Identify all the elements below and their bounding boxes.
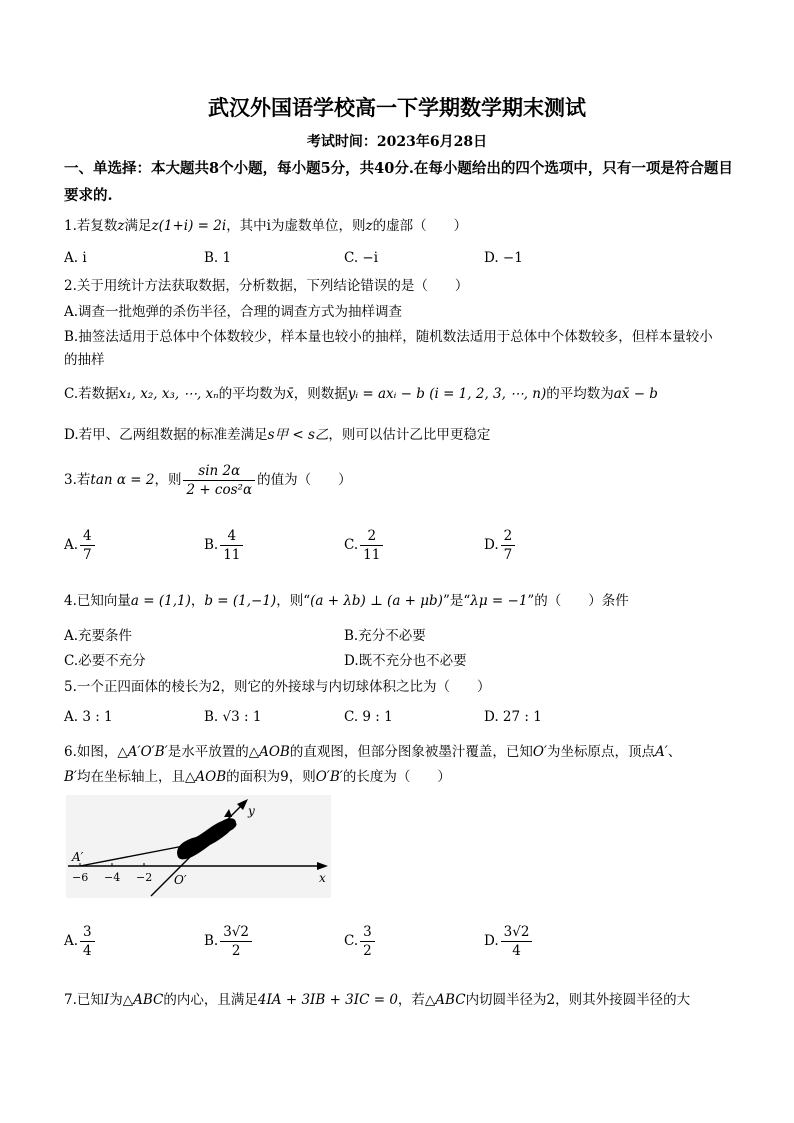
section-heading: 一、单选择：本大题共8个小题，每小题5分，共40分.在每小题给出的四个选项中，只有一项是符合题目要求的. — [64, 160, 733, 204]
tick-label: −6 — [72, 871, 89, 884]
q3-option-a[interactable]: A. $\frac{4}{7}$ — [64, 528, 97, 563]
q6-option-c[interactable]: C. $\frac{3}{2}$ — [344, 924, 377, 959]
q2-option-b-line2: 的抽样 — [64, 352, 105, 368]
q5-option-d[interactable]: D. 27 : 1 — [484, 709, 542, 725]
q2-option-c[interactable]: C.若数据x₁, x₂, x₃, ⋯, xₙ的平均数为x̄，则数据yᵢ = axᵢ − b (i = 1, 2, 3, ⋯, n)的平均数为ax̄ − b — [64, 386, 658, 402]
question-3-stem: 3.若tan α = 2，则 $\frac{\sin 2\alpha}{\text{2 + cos²α}}$ 的值为（ ） — [64, 463, 352, 498]
q4-option-d[interactable]: D.既不充分也不必要 — [344, 653, 467, 669]
point-a-label: A′ — [72, 850, 84, 864]
q2-option-a[interactable]: A.调查一批炮弹的杀伤半径，合理的调查方式为抽样调查 — [64, 304, 403, 320]
question-2-stem: 2.关于用统计方法获取数据，分析数据，下列结论错误的是（ ） — [64, 278, 469, 294]
origin-label: O′ — [174, 873, 187, 887]
q3-option-c[interactable]: C. $\frac{2}{11}$ — [344, 528, 385, 563]
q3-fraction: $\frac{\sin 2\alpha}{\text{2 + cos²α}}$ — [183, 463, 255, 498]
x-axis-arrow-icon — [317, 862, 328, 870]
segment-a-b — [80, 844, 194, 866]
question-6-stem-line2: B′均在坐标轴上，且△AOB的面积为9，则O′B′的长度为（ ） — [64, 769, 451, 785]
q5-option-c[interactable]: C. 9 : 1 — [344, 709, 393, 725]
question-5-stem: 5.一个正四面体的棱长为2，则它的外接球与内切球体积之比为（ ） — [64, 679, 491, 695]
oblique-axes-diagram — [66, 795, 331, 898]
y-axis-label: y — [248, 804, 255, 818]
question-7-stem: 7.已知I为△ABC的内心，且满足4IA + 3IB + 3IC = 0，若△ABC内切圆半径为2，则其外接圆半径的大 — [64, 992, 691, 1008]
q6-option-d[interactable]: D. $\frac{3√2}{4}$ — [484, 924, 534, 959]
q1-option-d[interactable]: D. −1 — [484, 250, 523, 266]
q1-option-b[interactable]: B. 1 — [204, 250, 232, 266]
x-axis-label: x — [319, 871, 326, 885]
q2-option-b-line1[interactable]: B.抽签法适用于总体中个体数较少，样本量也较小的抽样，随机数法适用于总体中个体数较多，但样本量较小 — [64, 329, 713, 345]
q4-option-c[interactable]: C.必要不充分 — [64, 653, 146, 669]
q1-option-c[interactable]: C. −i — [344, 250, 379, 266]
question-6-stem-line1: 6.如图，△A′O′B′是水平放置的△AOB的直观图，但部分图象被墨汁覆盖，已知O′为坐标原点，顶点A′、 — [64, 744, 682, 760]
q3-option-d[interactable]: D. $\frac{2}{7}$ — [484, 528, 517, 563]
q6-option-a[interactable]: A. $\frac{3}{4}$ — [64, 924, 97, 959]
question-1-stem: 1.若复数z满足z(1+i) = 2i，其中i为虚数单位，则z的虚部（ ） — [64, 218, 468, 234]
q1-option-a[interactable]: A. i — [64, 250, 87, 266]
q4-option-a[interactable]: A.充要条件 — [64, 628, 133, 644]
ink-blot — [177, 818, 236, 859]
exam-time: 考试时间：2023年6月28日 — [306, 134, 488, 150]
q5-option-b[interactable]: B. √3 : 1 — [204, 709, 262, 725]
q6-option-b[interactable]: B. $\frac{3√2}{2}$ — [204, 924, 254, 959]
q5-option-a[interactable]: A. 3 : 1 — [64, 709, 113, 725]
tick-label: −2 — [136, 871, 153, 884]
q4-option-b[interactable]: B.充分不必要 — [344, 628, 426, 644]
tick-label: −4 — [104, 871, 121, 884]
q2-option-d[interactable]: D.若甲、乙两组数据的标准差满足s甲 < s乙，则可以估计乙比甲更稳定 — [64, 427, 491, 443]
exam-title: 武汉外国语学校高一下学期数学期末测试 — [208, 95, 586, 120]
q6-figure — [66, 795, 331, 898]
question-4-stem: 4.已知向量a = (1,1)，b = (1,−1)，则“(a + λb) ⊥ (a + μb)”是“λμ = −1”的（ ）条件 — [64, 593, 629, 609]
q3-option-b[interactable]: B. $\frac{4}{11}$ — [204, 528, 245, 563]
